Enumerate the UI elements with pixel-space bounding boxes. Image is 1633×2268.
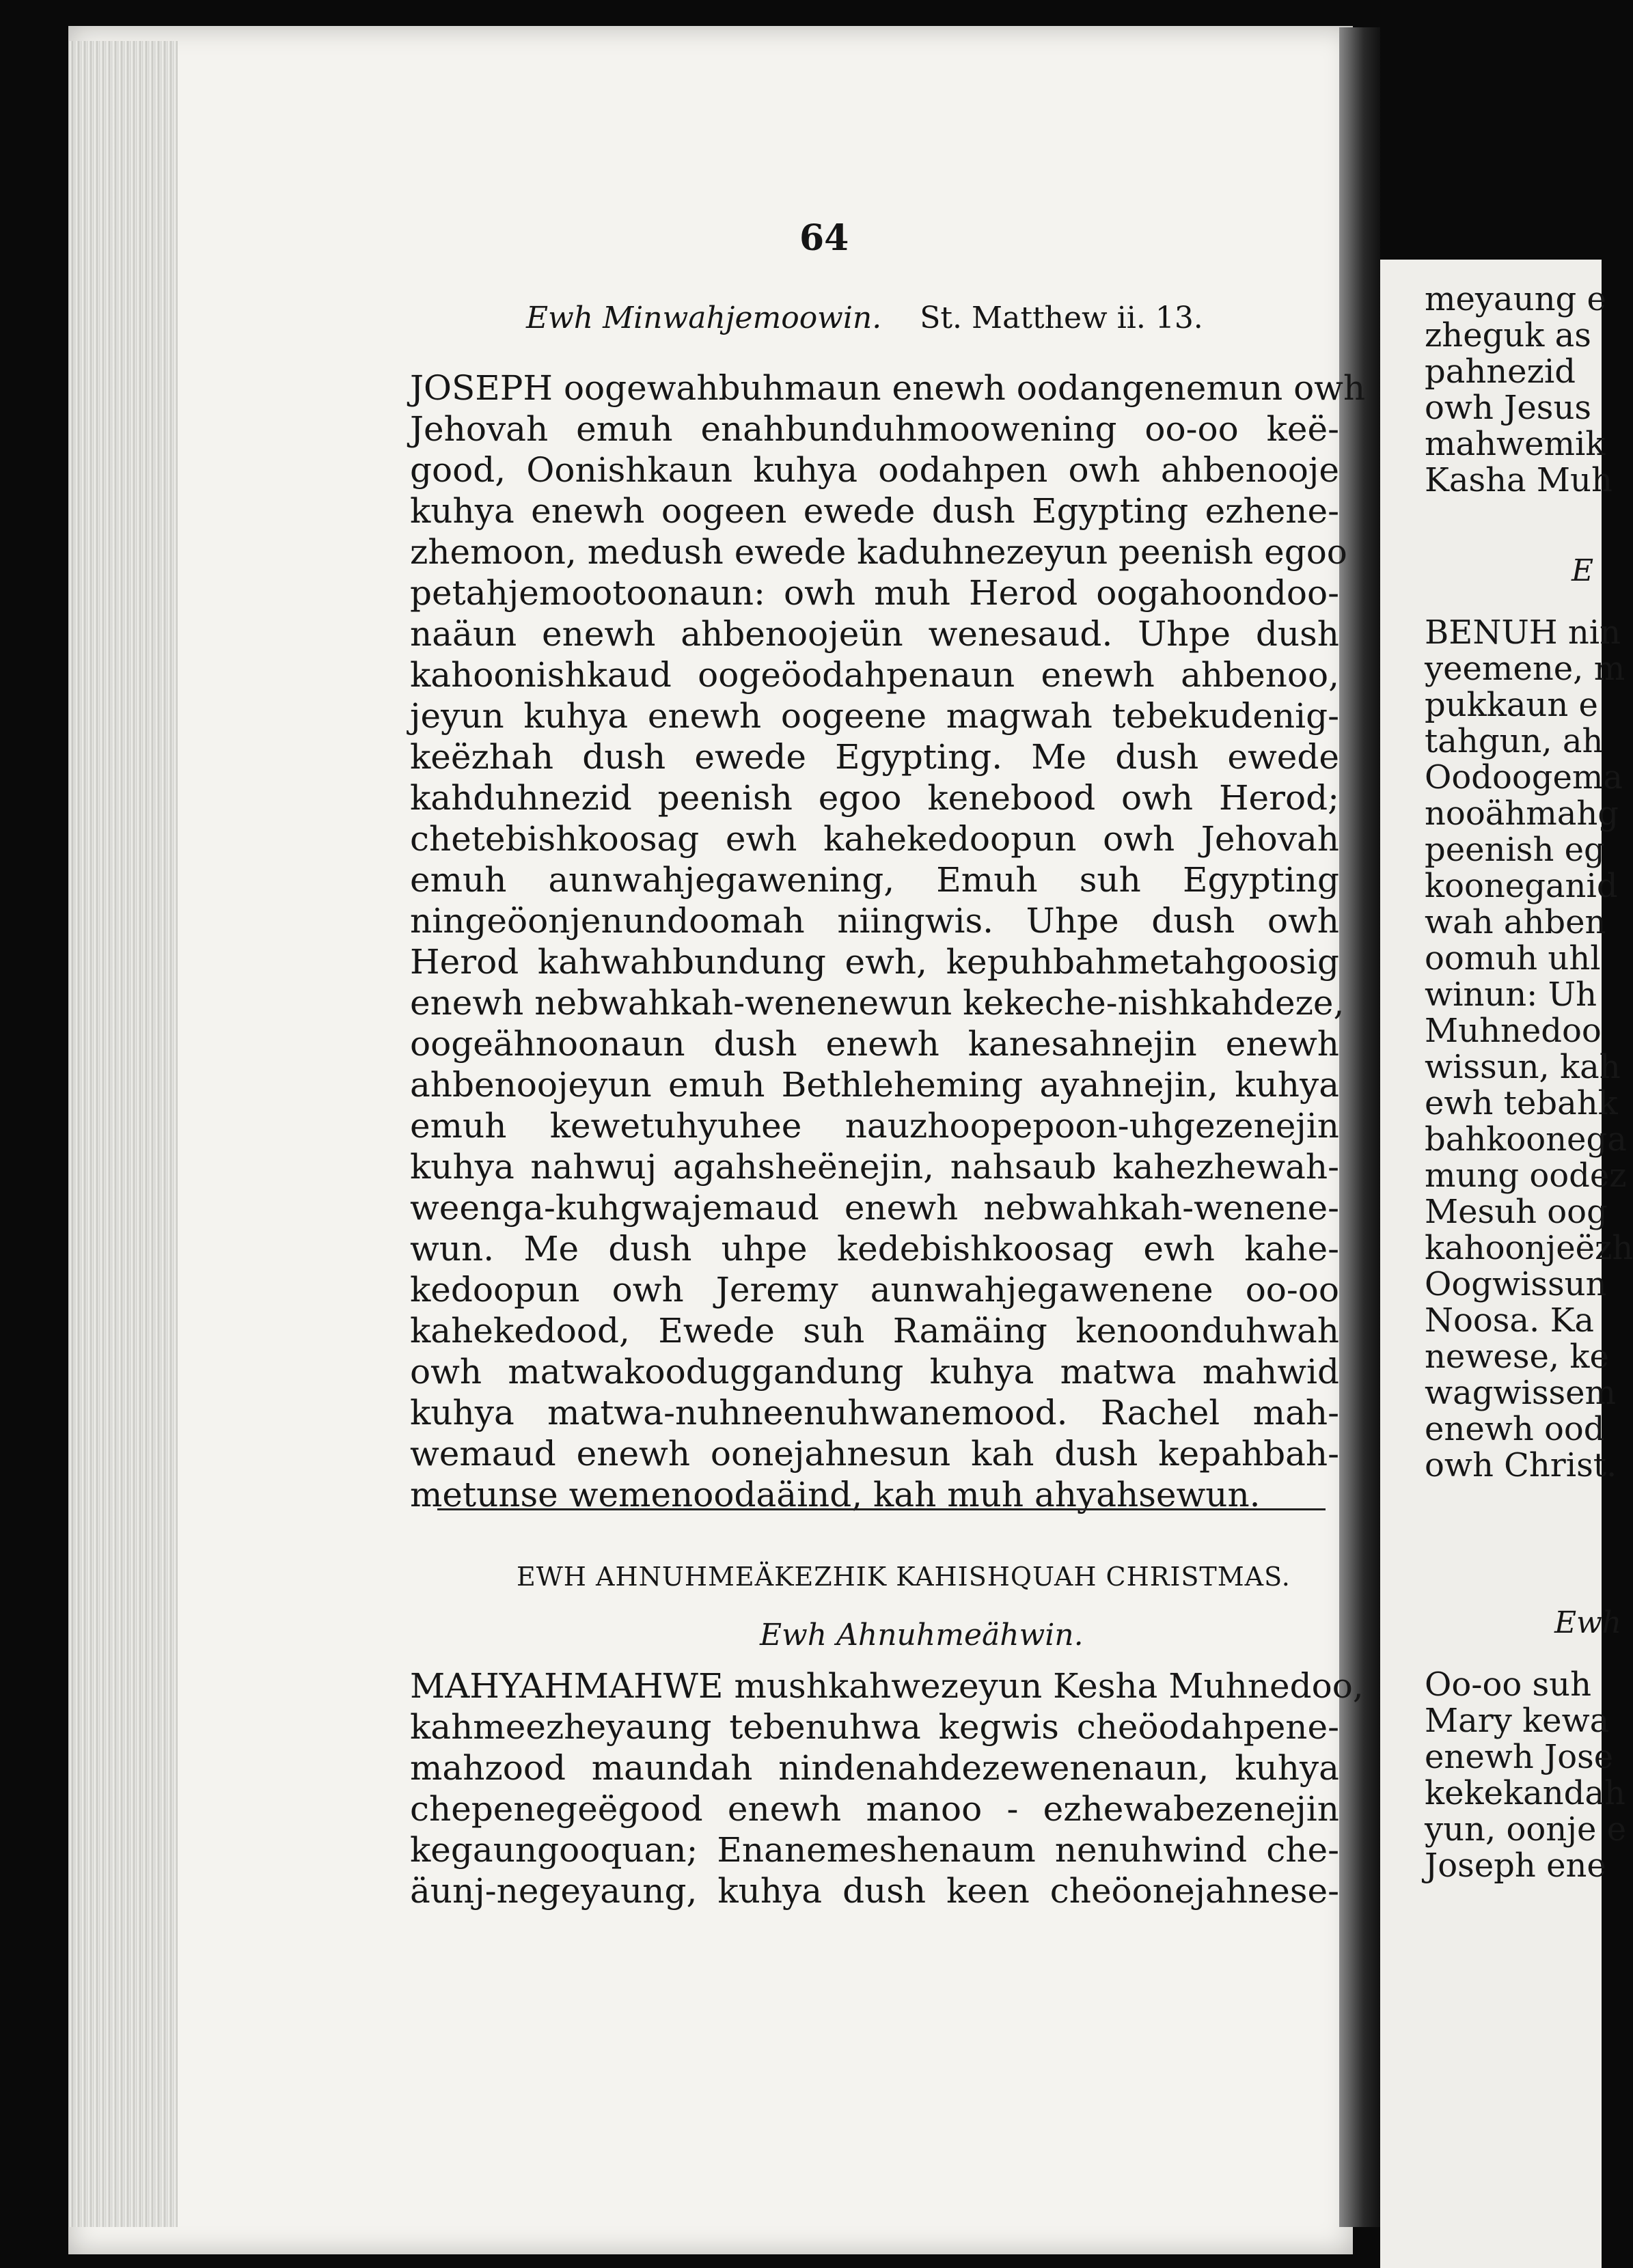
line-text: chepenegeëgood enewh manoo - ezhewabezenejin <box>410 1789 1339 1829</box>
right-page-text-top <box>1425 280 1613 499</box>
text-line <box>410 1187 1339 1228</box>
line-text: petahjemootoonaun: owh muh Herod oogahoondoo- <box>410 573 1339 613</box>
section-title: EWH AHNUHMEÄKEZHIK KAHISHQUAH CHRISTMAS. <box>517 1562 1291 1592</box>
right-page-line: pukkaun e <box>1425 686 1598 724</box>
right-page-line: bahkoonega <box>1425 1120 1627 1159</box>
line-text: kuhya nahwuj agahsheënejin, nahsaub kahezhewah- <box>410 1147 1339 1187</box>
text-line <box>410 818 1339 859</box>
running-head-title: Ewh Minwahjemoowin. <box>526 301 882 335</box>
text-line <box>410 654 1339 695</box>
right-page-line: enewh Jose <box>1425 1738 1614 1776</box>
text-line <box>410 1351 1339 1392</box>
initial-word: MAHYAHMAHWE <box>410 1666 724 1706</box>
text-line <box>410 572 1339 613</box>
section-divider <box>437 1508 1326 1510</box>
text-line <box>410 613 1339 654</box>
text-line <box>410 1433 1339 1474</box>
page-edges <box>68 41 178 2227</box>
running-head-reference: St. Matthew ii. 13. <box>920 301 1203 335</box>
line-text: ahbenoojeyun emuh Bethleheming ayahnejin, kuhya <box>410 1065 1339 1105</box>
text-line <box>410 490 1339 531</box>
text-line <box>410 736 1339 777</box>
section-subtitle: Ewh Ahnuhmeähwin. <box>760 1618 1084 1652</box>
right-page-line: tahgun, ah <box>1425 722 1604 760</box>
text-line <box>410 1665 1364 1706</box>
right-page-line: mahwemik <box>1425 425 1606 463</box>
right-page-line: wagwissem <box>1425 1374 1617 1412</box>
right-page-line: wah ahben <box>1425 903 1606 941</box>
right-page-line: enewh ood <box>1425 1410 1605 1448</box>
line-text: zhemoon, medush ewede kaduhnezeyun peenish egoo <box>410 532 1347 572</box>
right-page-text-middle <box>1425 613 1633 1484</box>
right-page-line: owh Christ. <box>1425 1446 1617 1484</box>
line-text: oogewahbuhmaun enewh oodangenemun owh <box>553 368 1366 408</box>
text-line <box>410 1023 1339 1064</box>
right-page-line: Noosa. Ka <box>1425 1301 1595 1340</box>
right-page-line: peenish eg <box>1425 831 1605 869</box>
right-page-text-bottom <box>1425 1665 1627 1885</box>
text-line <box>410 859 1339 900</box>
line-text: äunj-negeyaung, kuhya dush keen cheöonejahnese- <box>410 1871 1339 1911</box>
right-page-line: zheguk as <box>1425 316 1591 355</box>
right-page-line: BENUH nin <box>1425 613 1621 652</box>
text-line <box>410 1788 1339 1829</box>
line-text: jeyun kuhya enewh oogeene magwah tebekudenig- <box>410 696 1339 736</box>
right-page-line: yeemene, m <box>1425 650 1625 688</box>
text-line <box>410 1228 1339 1269</box>
text-line <box>410 1105 1339 1146</box>
right-page-line: Mary kewa <box>1425 1702 1610 1740</box>
right-page-line: mung oodez <box>1425 1157 1627 1195</box>
text-line <box>410 1146 1339 1187</box>
right-page-line: kekekandah <box>1425 1774 1625 1812</box>
right-page-line: ewh tebahk <box>1425 1084 1618 1122</box>
right-page-line: newese, ke <box>1425 1338 1609 1376</box>
right-page-line: Oo-oo suh <box>1425 1665 1591 1704</box>
text-line <box>410 1064 1339 1105</box>
line-text: kuhya enewh oogeen ewede dush Egypting ezhene- <box>410 491 1339 531</box>
right-page-line: nooähmahg <box>1425 794 1619 833</box>
line-text: ningeöonjenundoomah niingwis. Uhpe dush owh <box>410 901 1339 941</box>
line-text: mushkahwezeyun Kesha Muhnedoo, <box>723 1666 1364 1706</box>
right-page-line: yun, oonje e <box>1425 1810 1627 1849</box>
right-page-line: pahnezid <box>1425 352 1576 391</box>
line-text: Jehovah emuh enahbunduhmoowening oo-oo keë- <box>410 409 1339 449</box>
line-text: naäun enewh ahbenoojeün wenesaud. Uhpe dush <box>410 614 1339 654</box>
right-page-line: oomuh uhl <box>1425 939 1601 978</box>
line-text: weenga-kuhgwajemaud enewh nebwahkah-wenene- <box>410 1188 1339 1228</box>
line-text: keëzhah dush ewede Egypting. Me dush ewede <box>410 737 1339 777</box>
line-text: kahoonishkaud oogeöodahpenaun enewh ahbenoo, <box>410 655 1339 695</box>
line-text: oogeähnoonaun dush enewh kanesahnejin enewh <box>410 1024 1339 1064</box>
right-page-line: Kasha Muh <box>1425 461 1613 499</box>
text-line <box>410 450 1339 490</box>
text-line <box>410 777 1339 818</box>
page-number: 64 <box>799 217 849 259</box>
right-page-line: kooneganid <box>1425 867 1618 905</box>
right-page-line: Joseph ene <box>1425 1847 1606 1885</box>
line-text: good, Oonishkaun kuhya oodahpen owh ahbenooje <box>410 450 1339 490</box>
line-text: emuh kewetuhyuhee nauzhoopepoon-uhgezenejin <box>410 1106 1339 1146</box>
line-text: kuhya matwa-nuhneenuhwanemood. Rachel mah- <box>410 1393 1339 1433</box>
right-page-line: kahoonjeëzh <box>1425 1229 1633 1267</box>
book-gutter <box>1339 27 1380 2227</box>
text-line <box>410 982 1345 1023</box>
line-text: owh matwakooduggandung kuhya matwa mahwid <box>410 1352 1339 1392</box>
right-page-line: Mesuh oog <box>1425 1193 1608 1231</box>
gospel-paragraph <box>410 368 1366 1515</box>
line-text: Herod kahwahbundung ewh, kepuhbahmetahgoosig <box>410 942 1339 982</box>
initial-word: JOSEPH <box>410 368 553 408</box>
line-text: enewh nebwahkah-wenenewun kekeche-nishkahdeze, <box>410 983 1345 1023</box>
right-page-line: Oodoogema <box>1425 758 1623 797</box>
text-line <box>410 1870 1339 1911</box>
text-line <box>410 1269 1339 1310</box>
line-text: mahzood maundah nindenahdezewenenaun, kuhya <box>410 1748 1339 1788</box>
text-line <box>410 1392 1339 1433</box>
right-page-line: Oogwissun <box>1425 1265 1607 1303</box>
line-text: kahduhnezid peenish egoo kenebood owh Herod; <box>410 778 1339 818</box>
text-line <box>410 1829 1339 1870</box>
line-text: metunse wemenoodaäind, kah muh ahyahsewun. <box>410 1475 1261 1515</box>
text-line <box>410 1310 1339 1351</box>
right-page-heading-1: E <box>1572 553 1594 588</box>
right-page-heading-2: Ewh <box>1554 1605 1622 1640</box>
collect-paragraph <box>410 1665 1364 1911</box>
line-text: kahekedood, Ewede suh Ramäing kenoonduhwah <box>410 1311 1339 1351</box>
right-page-line: owh Jesus <box>1425 389 1591 427</box>
text-line <box>410 531 1347 572</box>
line-text: wun. Me dush uhpe kedebishkoosag ewh kahe- <box>410 1229 1339 1269</box>
line-text: kahmeezheyaung tebenuhwa kegwis cheöodahpene- <box>410 1707 1339 1747</box>
text-line <box>410 695 1339 736</box>
line-text: emuh aunwahjegawening, Emuh suh Egypting <box>410 860 1339 900</box>
right-page-line: Muhnedoo <box>1425 1012 1602 1050</box>
line-text: kedoopun owh Jeremy aunwahjegawenene oo-oo <box>410 1270 1339 1310</box>
text-line <box>410 1706 1339 1747</box>
text-line <box>410 1747 1339 1788</box>
line-text: wemaud enewh oonejahnesun kah dush kepahbah- <box>410 1434 1339 1474</box>
right-page-line: meyaung e <box>1425 280 1606 318</box>
text-line <box>410 409 1339 450</box>
running-head <box>526 301 1203 335</box>
text-line <box>410 368 1366 409</box>
right-page-line: winun: Uh <box>1425 976 1597 1014</box>
line-text: chetebishkoosag ewh kahekedoopun owh Jehovah <box>410 819 1339 859</box>
line-text: kegaungooquan; Enanemeshenaum nenuhwind che- <box>410 1830 1339 1870</box>
right-page-line: wissun, kah <box>1425 1048 1621 1086</box>
text-line <box>410 900 1339 941</box>
text-line <box>410 941 1339 982</box>
